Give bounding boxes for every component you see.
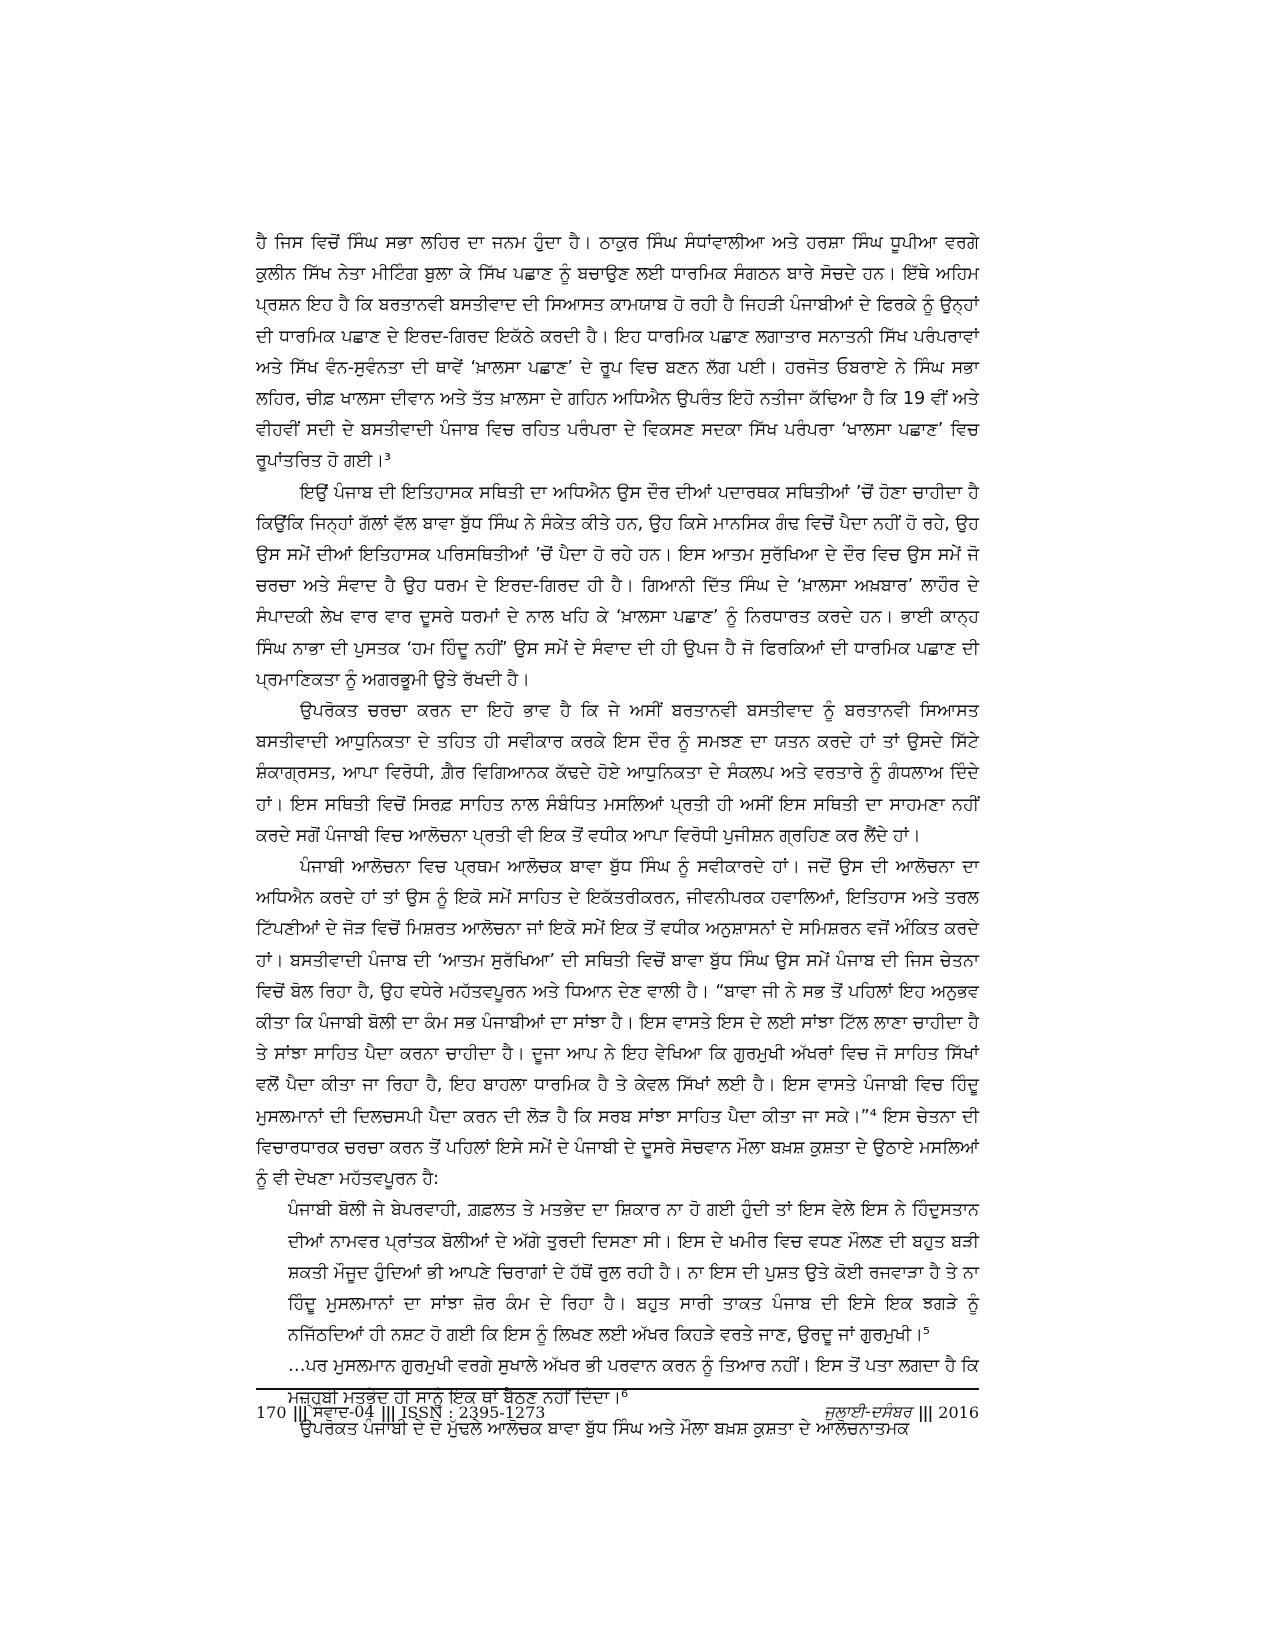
issn: ISSN : 2395-1273 [401, 1402, 546, 1422]
footer-separator: ||| [380, 1402, 396, 1422]
block-quote: …ਪਰ ਮੁਸਲਮਾਨ ਗੁਰਮੁਖੀ ਵਰਗੇ ਸੁਖਾਲੇ ਅੱਖਰ ਭੀ ਪਰਵਾਨ ਕਰਨ ਨੂੰ ਤਿਆਰ ਨਹੀਂ। ਇਸ ਤੋਂ ਪਤਾ ਲਗਦਾ ਹੈ ਕਿ ਮਜ਼੍ਹਬੀ ਮਤਭੇਦ ਹੀ ਸਾਨੂੰ ਇਕ ਥਾਂ ਬੈਠਣ ਨਹੀਂ ਦਿੰਦਾ।⁶ [288, 1356, 979, 1408]
paragraph: ਇਉਂ ਪੰਜਾਬ ਦੀ ਇਤਿਹਾਸਕ ਸਥਿਤੀ ਦਾ ਅਧਿਐਨ ਉਸ ਦੌਰ ਦੀਆਂ ਪਦਾਰਥਕ ਸਥਿਤੀਆਂ ’ਚੋਂ ਹੋਣਾ ਚਾਹੀਦਾ ਹੈ ਕਿਉਂਕਿ ਜਿਨ੍ਹਾਂ ਗੱਲਾਂ ਵੱਲ ਬਾਵਾ ਬੁੱਧ ਸਿੰਘ ਨੇ ਸੰਕੇਤ ਕੀਤੇ ਹਨ, ਉਹ ਕਿਸੇ ਮਾਨਸਿਕ ਗੰਢ ਵਿਚੋਂ ਪੈਦਾ ਨਹੀਂ ਹੋ ਰਹੇ, ਉਹ ਉਸ ਸਮੇਂ ਦੀਆਂ ਇਤਿਹਾਸਕ ਪਰਿਸਥਿਤੀਆਂ ’ਚੋਂ ਪੈਦਾ ਹੋ ਰਹੇ ਹਨ। ਇਸ ਆਤਮ ਸੁਰੱਖਿਆ ਦੇ ਦੌਰ ਵਿਚ ਉਸ ਸਮੇਂ ਜੋ ਚਰਚਾ ਅਤੇ ਸੰਵਾਦ ਹੈ ਉਹ ਧਰਮ ਦੇ ਇਰਦ-ਗਿਰਦ ਹੀ ਹੈ। ਗਿਆਨੀ ਦਿੱਤ ਸਿੰਘ ਦੇ ‘ਖ਼ਾਲਸਾ ਅਖ਼ਬਾਰ’ ਲਾਹੌਰ ਦੇ ਸੰਪਾਦਕੀ ਲੇਖ ਵਾਰ ਵਾਰ ਦੂਸਰੇ ਧਰਮਾਂ ਦੇ ਨਾਲ ਖਹਿ ਕੇ ‘ਖ਼ਾਲਸਾ ਪਛਾਣ’ ਨੂੰ ਨਿਰਧਾਰਤ ਕਰਦੇ ਹਨ। ਭਾਈ ਕਾਨ੍ਹ ਸਿੰਘ ਨਾਭਾ ਦੀ ਪੁਸਤਕ ‘ਹਮ ਹਿੰਦੂ ਨਹੀਂ’ ਉਸ ਸਮੇਂ ਦੇ ਸੰਵਾਦ ਦੀ ਹੀ ਉਪਜ ਹੈ ਜੋ ਫਿਰਕਿਆਂ ਦੀ ਧਾਰਮਿਕ ਪਛਾਣ ਦੀ ਪ੍ਰਮਾਣਿਕਤਾ ਨੂੰ ਅਗਰਭੂਮੀ ਉਤੇ ਰੱਖਦੀ ਹੈ। [256, 482, 979, 690]
article-body [256, 228, 979, 1445]
footer-separator: ||| [917, 1402, 933, 1422]
issue-months: ਜੁਲਾਈ-ਦਸੰਬਰ [824, 1402, 912, 1421]
paragraph: ਉਪਰੋਕਤ ਪੰਜਾਬੀ ਦੇ ਦੋ ਮੁੱਢਲੇ ਆਲੋਚਕ ਬਾਵਾ ਬੁੱਧ ਸਿੰਘ ਅਤੇ ਮੌਲਾ ਬਖ਼ਸ਼ ਕੁਸ਼ਤਾ ਦੇ ਆਲੋਚਨਾਤਮਕ [300, 1418, 910, 1439]
footer-right [824, 1402, 979, 1422]
paragraph: ਪੰਜਾਬੀ ਆਲੋਚਨਾ ਵਿਚ ਪ੍ਰਥਮ ਆਲੋਚਕ ਬਾਵਾ ਬੁੱਧ ਸਿੰਘ ਨੂੰ ਸਵੀਕਾਰਦੇ ਹਾਂ। ਜਦੋਂ ਉਸ ਦੀ ਆਲੋਚਨਾ ਦਾ ਅਧਿਐਨ ਕਰਦੇ ਹਾਂ ਤਾਂ ਉਸ ਨੂੰ ਇਕੋ ਸਮੇਂ ਸਾਹਿਤ ਦੇ ਇਕੱਤਰੀਕਰਨ, ਜੀਵਨੀਪਰਕ ਹਵਾਲਿਆਂ, ਇਤਿਹਾਸ ਅਤੇ ਤਰਲ ਟਿੱਪਣੀਆਂ ਦੇ ਜੋੜ ਵਿਚੋਂ ਮਿਸ਼ਰਤ ਆਲੋਚਨਾ ਜਾਂ ਇਕੋ ਸਮੇਂ ਇਕ ਤੋਂ ਵਧੀਕ ਅਨੁਸ਼ਾਸਨਾਂ ਦੇ ਸਮਿਸ਼ਰਨ ਵਜੋਂ ਅੰਕਿਤ ਕਰਦੇ ਹਾਂ। ਬਸਤੀਵਾਦੀ ਪੰਜਾਬ ਦੀ ‘ਆਤਮ ਸੁਰੱਖਿਆ’ ਦੀ ਸਥਿਤੀ ਵਿਚੋਂ ਬਾਵਾ ਬੁੱਧ ਸਿੰਘ ਉਸ ਸਮੇਂ ਪੰਜਾਬ ਦੀ ਜਿਸ ਚੇਤਨਾ ਵਿਚੋਂ ਬੋਲ ਰਿਹਾ ਹੈ, ਉਹ ਵਧੇਰੇ ਮਹੱਤਵਪੂਰਨ ਅਤੇ ਧਿਆਨ ਦੇਣ ਵਾਲੀ ਹੈ। “ਬਾਵਾ ਜੀ ਨੇ ਸਭ ਤੋਂ ਪਹਿਲਾਂ ਇਹ ਅਨੁਭਵ ਕੀਤਾ ਕਿ ਪੰਜਾਬੀ ਬੋਲੀ ਦਾ ਕੰਮ ਸਭ ਪੰਜਾਬੀਆਂ ਦਾ ਸਾਂਝਾ ਹੈ। ਇਸ ਵਾਸਤੇ ਇਸ ਦੇ ਲਈ ਸਾਂਝਾ ਟਿੱਲ ਲਾਣਾ ਚਾਹੀਦਾ ਹੈ ਤੇ ਸਾਂਝਾ ਸਾਹਿਤ ਪੈਦਾ ਕਰਨਾ ਚਾਹੀਦਾ ਹੈ। ਦੂਜਾ ਆਪ ਨੇ ਇਹ ਵੇਖਿਆ ਕਿ ਗੁਰਮੁਖੀ ਅੱਖਰਾਂ ਵਿਚ ਜੋ ਸਾਹਿਤ ਸਿੱਖਾਂ ਵਲੋਂ ਪੈਦਾ ਕੀਤਾ ਜਾ ਰਿਹਾ ਹੈ, ਇਹ ਬਾਹਲਾ ਧਾਰਮਿਕ ਹੈ ਤੇ ਕੇਵਲ ਸਿੱਖਾਂ ਲਈ ਹੈ। ਇਸ ਵਾਸਤੇ ਪੰਜਾਬੀ ਵਿਚ ਹਿੰਦੂ ਮੁਸਲਮਾਨਾਂ ਦੀ ਦਿਲਚਸਪੀ ਪੈਦਾ ਕਰਨ ਦੀ ਲੋੜ ਹੈ ਕਿ ਸਰਬ ਸਾਂਝਾ ਸਾਹਿਤ ਪੈਦਾ ਕੀਤਾ ਜਾ ਸਕੇ।”⁴ ਇਸ ਚੇਤਨਾ ਦੀ ਵਿਚਾਰਧਾਰਕ ਚਰਚਾ ਕਰਨ ਤੋਂ ਪਹਿਲਾਂ ਇਸੇ ਸਮੇਂ ਦੇ ਪੰਜਾਬੀ ਦੇ ਦੂਸਰੇ ਸੋਚਵਾਨ ਮੌਲਾ ਬਖ਼ਸ਼ ਕੁਸ਼ਤਾ ਦੇ ਉਠਾਏ ਮਸਲਿਆਂ ਨੂੰ ਵੀ ਦੇਖਣਾ ਮਹੱਤਵਪੂਰਨ ਹੈ: [256, 857, 979, 1190]
paragraph: ਉਪਰੋਕਤ ਚਰਚਾ ਕਰਨ ਦਾ ਇਹੋ ਭਾਵ ਹੈ ਕਿ ਜੇ ਅਸੀਂ ਬਰਤਾਨਵੀ ਬਸਤੀਵਾਦ ਨੂੰ ਬਰਤਾਨਵੀ ਸਿਆਸਤ ਬਸਤੀਵਾਦੀ ਆਧੁਨਿਕਤਾ ਦੇ ਤਹਿਤ ਹੀ ਸਵੀਕਾਰ ਕਰਕੇ ਇਸ ਦੌਰ ਨੂੰ ਸਮਝਣ ਦਾ ਯਤਨ ਕਰਦੇ ਹਾਂ ਤਾਂ ਉਸਦੇ ਸਿੱਟੇ ਸ਼ੰਕਾਗ੍ਰਸਤ, ਆਪਾ ਵਿਰੋਧੀ, ਗ਼ੈਰ ਵਿਗਿਆਨਕ ਕੱਢਦੇ ਹੋਏ ਆਧੁਨਿਕਤਾ ਦੇ ਸੰਕਲਪ ਅਤੇ ਵਰਤਾਰੇ ਨੂੰ ਗੰਧਲਾਅ ਦਿੰਦੇ ਹਾਂ। ਇਸ ਸਥਿਤੀ ਵਿਚੋਂ ਸਿਰਫ਼ ਸਾਹਿਤ ਨਾਲ ਸੰਬੰਧਿਤ ਮਸਲਿਆਂ ਪ੍ਰਤੀ ਹੀ ਅਸੀਂ ਇਸ ਸਥਿਤੀ ਦਾ ਸਾਹਮਣਾ ਨਹੀਂ ਕਰਦੇ ਸਗੋਂ ਪੰਜਾਬੀ ਵਿਚ ਆਲੋਚਨਾ ਪ੍ਰਤੀ ਵੀ ਇਕ ਤੋਂ ਵਧੀਕ ਆਪਾ ਵਿਰੋਧੀ ਪੁਜੀਸ਼ਨ ਗ੍ਰਹਿਣ ਕਰ ਲੈਂਦੇ ਹਾਂ। [256, 701, 979, 846]
journal-name: ਸੰਵਾਦ-04 [313, 1402, 375, 1421]
footer-separator: ||| [292, 1402, 308, 1422]
paragraph: ਹੈ ਜਿਸ ਵਿਚੋਂ ਸਿੰਘ ਸਭਾ ਲਹਿਰ ਦਾ ਜਨਮ ਹੁੰਦਾ ਹੈ। ਠਾਕੁਰ ਸਿੰਘ ਸੰਧਾਂਵਾਲੀਆ ਅਤੇ ਹਰਸ਼ਾ ਸਿੰਘ ਧੂਪੀਆ ਵਰਗੇ ਕੁਲੀਨ ਸਿੱਖ ਨੇਤਾ ਮੀਟਿੰਗ ਬੁਲਾ ਕੇ ਸਿੱਖ ਪਛਾਣ ਨੂੰ ਬਚਾਉਣ ਲਈ ਧਾਰਮਿਕ ਸੰਗਠਨ ਬਾਰੇ ਸੋਚਦੇ ਹਨ। ਇੱਥੇ ਅਹਿਮ ਪ੍ਰਸ਼ਨ ਇਹ ਹੈ ਕਿ ਬਰਤਾਨਵੀ ਬਸਤੀਵਾਦ ਦੀ ਸਿਆਸਤ ਕਾਮਯਾਬ ਹੋ ਰਹੀ ਹੈ ਜਿਹੜੀ ਪੰਜਾਬੀਆਂ ਦੇ ਫਿਰਕੇ ਨੂੰ ਉਨ੍ਹਾਂ ਦੀ ਧਾਰਮਿਕ ਪਛਾਣ ਦੇ ਇਰਦ-ਗਿਰਦ ਇਕੱਠੇ ਕਰਦੀ ਹੈ। ਇਹ ਧਾਰਮਿਕ ਪਛਾਣ ਲਗਾਤਾਰ ਸਨਾਤਨੀ ਸਿੱਖ ਪਰੰਪਰਾਵਾਂ ਅਤੇ ਸਿੱਖ ਵੰਨ-ਸੁਵੰਨਤਾ ਦੀ ਥਾਵੇਂ ‘ਖ਼ਾਲਸਾ ਪਛਾਣ’ ਦੇ ਰੂਪ ਵਿਚ ਬਣਨ ਲੱਗ ਪਈ। ਹਰਜੋਤ ਓਬਰਾਏ ਨੇ ਸਿੰਘ ਸਭਾ ਲਹਿਰ, ਚੀਫ਼ ਖਾਲਸਾ ਦੀਵਾਨ ਅਤੇ ਤੱਤ ਖ਼ਾਲਸਾ ਦੇ ਗਹਿਨ ਅਧਿਐਨ ਉਪਰੰਤ ਇਹੋ ਨਤੀਜਾ ਕੱਢਿਆ ਹੈ ਕਿ 19 ਵੀਂ ਅਤੇ ਵੀਹਵੀਂ ਸਦੀ ਦੇ ਬਸਤੀਵਾਦੀ ਪੰਜਾਬ ਵਿਚ ਰਹਿਤ ਪਰੰਪਰਾ ਦੇ ਵਿਕਸਣ ਸਦਕਾ ਸਿੱਖ ਪਰੰਪਰਾ ‘ਖਾਲਸਾ ਪਛਾਣ’ ਵਿਚ ਰੂਪਾਂਤਰਿਤ ਹੋ ਗਈ।³ [256, 233, 979, 472]
block-quote: ਪੰਜਾਬੀ ਬੋਲੀ ਜੇ ਬੇਪਰਵਾਹੀ, ਗ਼ਫ਼ਲਤ ਤੇ ਮਤਭੇਦ ਦਾ ਸ਼ਿਕਾਰ ਨਾ ਹੋ ਗਈ ਹੁੰਦੀ ਤਾਂ ਇਸ ਵੇਲੇ ਇਸ ਨੇ ਹਿੰਦੁਸਤਾਨ ਦੀਆਂ ਨਾਮਵਰ ਪ੍ਰਾਂਤਕ ਬੋਲੀਆਂ ਦੇ ਅੱਗੇ ਤੁਰਦੀ ਦਿਸਣਾ ਸੀ। ਇਸ ਦੇ ਖਮੀਰ ਵਿਚ ਵਧਣ ਮੌਲਣ ਦੀ ਬਹੁਤ ਬੜੀ ਸ਼ਕਤੀ ਮੌਜੂਦ ਹੁੰਦਿਆਂ ਭੀ ਆਪਣੇ ਚਿਰਾਗਾਂ ਦੇ ਹੱਥੋਂ ਰੁਲ ਰਹੀ ਹੈ। ਨਾ ਇਸ ਦੀ ਪੁਸ਼ਤ ਉਤੇ ਕੋਈ ਰਜਵਾੜਾ ਹੈ ਤੇ ਨਾ ਹਿੰਦੂ ਮੁਸਲਮਾਨਾਂ ਦਾ ਸਾਂਝਾ ਜ਼ੋਰ ਕੰਮ ਦੇ ਰਿਹਾ ਹੈ। ਬਹੁਤ ਸਾਰੀ ਤਾਕਤ ਪੰਜਾਬ ਦੀ ਇਸੇ ਇਕ ਝਗੜੇ ਨੂੰ ਨਜਿੱਠਦਿਆਂ ਹੀ ਨਸ਼ਟ ਹੋ ਗਈ ਕਿ ਇਸ ਨੂੰ ਲਿਖਣ ਲਈ ਅੱਖਰ ਕਿਹੜੇ ਵਰਤੇ ਜਾਣ, ਉਰਦੂ ਜਾਂ ਗੁਰਮੁਖੀ।⁵ [288, 1200, 979, 1346]
page-number: 170 [256, 1402, 287, 1422]
issue-year: 2016 [938, 1402, 979, 1422]
page-footer [256, 1388, 979, 1422]
footer-left [256, 1402, 545, 1422]
